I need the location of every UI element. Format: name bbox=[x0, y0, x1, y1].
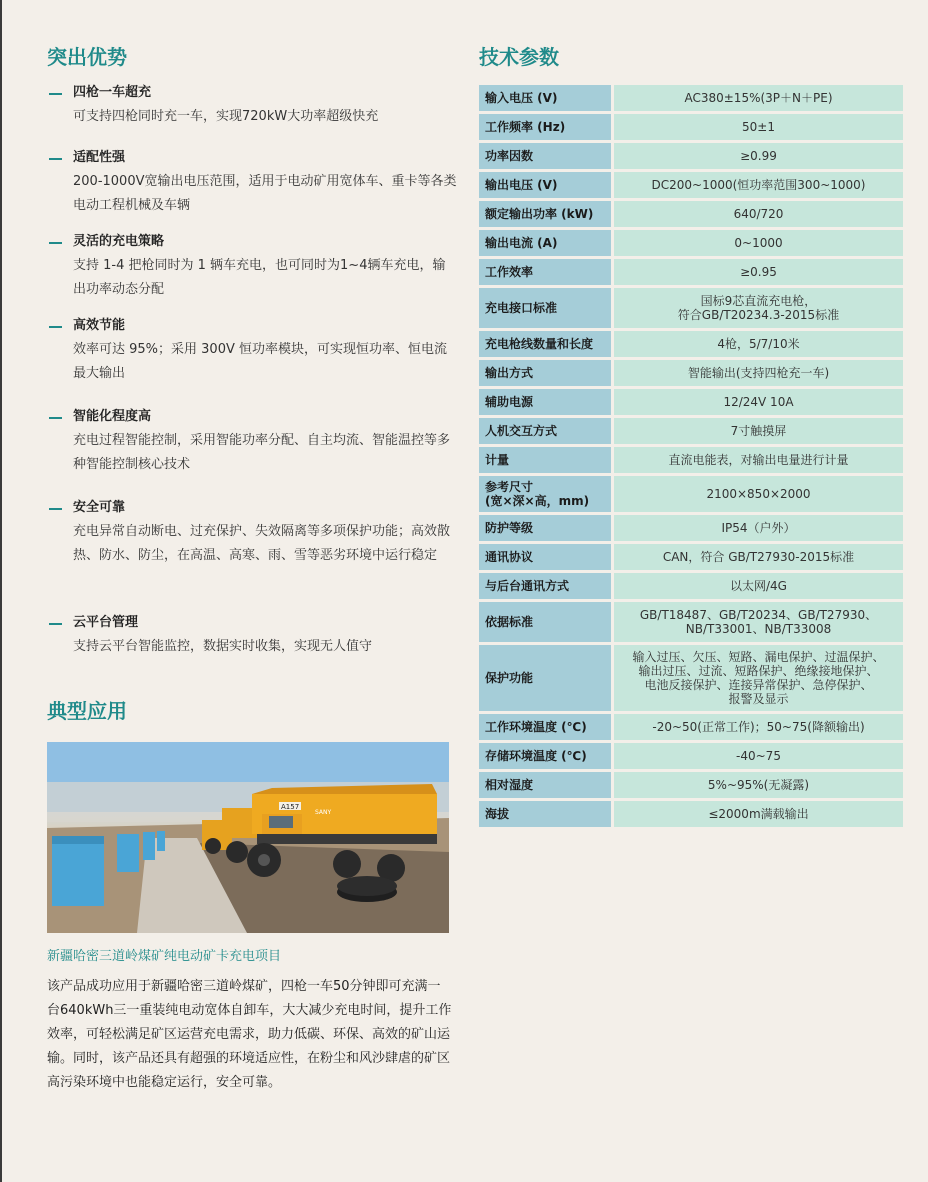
spec-key: 通讯协议 bbox=[479, 544, 614, 570]
advantages-title: 突出优势 bbox=[47, 45, 127, 69]
application-caption: 新疆哈密三道岭煤矿纯电动矿卡充电项目 bbox=[47, 949, 282, 964]
spec-key: 输出电压 (V) bbox=[479, 172, 614, 198]
spec-value: IP54（户外） bbox=[614, 515, 903, 541]
spec-value: 4枪，5/7/10米 bbox=[614, 331, 903, 357]
truck-plate-label: A157 bbox=[281, 803, 300, 811]
table-row bbox=[479, 743, 903, 769]
advantage-title: 安全可靠 bbox=[73, 500, 126, 515]
truck-brand-label: SANY bbox=[315, 809, 332, 816]
spec-key: 功率因数 bbox=[479, 143, 614, 169]
advantage-desc: 支持 1-4 把枪同时为 1 辆车充电，也可同时为1~4辆车充电，输出功率动态分配 bbox=[73, 258, 446, 297]
specs-title: 技术参数 bbox=[479, 45, 559, 69]
dash-bullet-icon bbox=[49, 326, 62, 328]
spec-value: -40~75 bbox=[614, 743, 903, 769]
table-row bbox=[479, 447, 903, 473]
spec-value: 直流电能表，对输出电量进行计量 bbox=[614, 447, 903, 473]
table-row bbox=[479, 331, 903, 357]
spec-key: 与后台通讯方式 bbox=[479, 573, 614, 599]
spec-value: CAN，符合 GB/T27930-2015标准 bbox=[614, 544, 903, 570]
advantage-desc: 200-1000V宽输出电压范围，适用于电动矿用宽体车、重卡等各类电动工程机械及车辆 bbox=[73, 174, 457, 213]
spec-value: 5%~95%(无凝露) bbox=[614, 772, 903, 798]
advantage-desc: 充电异常自动断电、过充保护、失效隔离等多项保护功能；高效散热、防水、防尘，在高温、高寒、雨、雪等恶劣环境中运行稳定 bbox=[73, 524, 451, 563]
spec-key: 充电接口标准 bbox=[479, 288, 614, 328]
table-row bbox=[479, 85, 903, 111]
spec-value: 0~1000 bbox=[614, 230, 903, 256]
spec-key: 输出电流 (A) bbox=[479, 230, 614, 256]
advantages-list bbox=[47, 82, 457, 672]
spec-key: 工作效率 bbox=[479, 259, 614, 285]
page-left-border bbox=[0, 0, 2, 1182]
spec-value: 智能输出(支持四枪充一车) bbox=[614, 360, 903, 386]
dash-bullet-icon bbox=[49, 242, 62, 244]
advantage-title: 适配性强 bbox=[73, 150, 126, 165]
specs-table bbox=[479, 82, 903, 830]
spec-key: 额定输出功率 (kW) bbox=[479, 201, 614, 227]
table-row bbox=[479, 230, 903, 256]
table-row bbox=[479, 360, 903, 386]
advantage-desc: 支持云平台智能监控，数据实时收集，实现无人值守 bbox=[73, 639, 373, 654]
table-row bbox=[479, 389, 903, 415]
advantage-item bbox=[47, 147, 457, 231]
spec-value: 2100×850×2000 bbox=[614, 476, 903, 512]
spec-value: GB/T18487、GB/T20234、GB/T27930、 NB/T33001、NB/T33008 bbox=[614, 602, 903, 642]
left-column bbox=[47, 40, 457, 1095]
advantage-title: 高效节能 bbox=[73, 318, 126, 333]
spec-value: ≥0.99 bbox=[614, 143, 903, 169]
table-row bbox=[479, 544, 903, 570]
spec-value: 50±1 bbox=[614, 114, 903, 140]
table-row bbox=[479, 515, 903, 541]
table-row bbox=[479, 418, 903, 444]
application-body: 该产品成功应用于新疆哈密三道岭煤矿，四枪一车50分钟即可充满一台640kWh三一重装纯电动宽体自卸车，大大减少充电时间，提升工作效率，可轻松满足矿区运营充电需求，助力低碳、环保、高效的矿山运输。同时，该产品还具有超强的环境适应性，在粉尘和风沙肆虐的矿区高污染环境中也能稳定运行，安全可靠。 bbox=[47, 979, 452, 1090]
advantage-desc: 可支持四枪同时充一车，实现720kW大功率超级快充 bbox=[73, 109, 379, 124]
spec-key: 计量 bbox=[479, 447, 614, 473]
spec-key: 相对湿度 bbox=[479, 772, 614, 798]
advantage-desc: 效率可达 95%；采用 300V 恒功率模块，可实现恒功率、恒电流最大输出 bbox=[73, 342, 447, 381]
advantage-desc: 充电过程智能控制，采用智能功率分配、自主均流、智能温控等多种智能控制核心技术 bbox=[73, 433, 451, 472]
dash-bullet-icon bbox=[49, 93, 62, 95]
spec-value: AC380±15%(3P＋N＋PE) bbox=[614, 85, 903, 111]
table-row bbox=[479, 172, 903, 198]
spec-value: 以太网/4G bbox=[614, 573, 903, 599]
dash-bullet-icon bbox=[49, 623, 62, 625]
spec-key: 辅助电源 bbox=[479, 389, 614, 415]
spec-value: DC200~1000(恒功率范围300~1000) bbox=[614, 172, 903, 198]
spec-value: 输入过压、欠压、短路、漏电保护、过温保护、 输出过压、过流、短路保护、绝缘接地保护、 电池反接保护、连接异常保护、急停保护、 报警及显示 bbox=[614, 645, 903, 711]
spec-key: 存储环境温度 (℃) bbox=[479, 743, 614, 769]
advantage-item bbox=[47, 231, 457, 315]
table-row bbox=[479, 645, 903, 711]
spec-value: ≤2000m满载输出 bbox=[614, 801, 903, 827]
spec-key: 输入电压 (V) bbox=[479, 85, 614, 111]
dash-bullet-icon bbox=[49, 417, 62, 419]
spec-key: 输出方式 bbox=[479, 360, 614, 386]
mining-truck-charging-photo bbox=[47, 742, 449, 933]
spec-value: -20~50(正常工作)；50~75(降额输出) bbox=[614, 714, 903, 740]
table-row bbox=[479, 114, 903, 140]
table-row bbox=[479, 714, 903, 740]
spec-key: 充电枪线数量和长度 bbox=[479, 331, 614, 357]
spec-value: ≥0.95 bbox=[614, 259, 903, 285]
spec-value: 12/24V 10A bbox=[614, 389, 903, 415]
application-title: 典型应用 bbox=[47, 699, 127, 723]
spec-key: 防护等级 bbox=[479, 515, 614, 541]
advantage-item bbox=[47, 315, 457, 406]
spec-key: 海拔 bbox=[479, 801, 614, 827]
spec-key: 依据标准 bbox=[479, 602, 614, 642]
spec-key: 人机交互方式 bbox=[479, 418, 614, 444]
advantage-item bbox=[47, 612, 457, 672]
spec-key: 保护功能 bbox=[479, 645, 614, 711]
right-column bbox=[479, 40, 903, 830]
advantage-item bbox=[47, 406, 457, 497]
table-row bbox=[479, 772, 903, 798]
table-row bbox=[479, 259, 903, 285]
advantage-item bbox=[47, 82, 457, 147]
table-row bbox=[479, 201, 903, 227]
advantage-item bbox=[47, 497, 457, 612]
table-row bbox=[479, 801, 903, 827]
spec-value: 640/720 bbox=[614, 201, 903, 227]
spec-key: 参考尺寸 (宽×深×高，mm) bbox=[479, 476, 614, 512]
table-row bbox=[479, 143, 903, 169]
dash-bullet-icon bbox=[49, 508, 62, 510]
table-row bbox=[479, 476, 903, 512]
spec-value: 7寸触摸屏 bbox=[614, 418, 903, 444]
spec-key: 工作环境温度 (℃) bbox=[479, 714, 614, 740]
spec-key: 工作频率 (Hz) bbox=[479, 114, 614, 140]
table-row bbox=[479, 573, 903, 599]
advantage-title: 云平台管理 bbox=[73, 615, 139, 630]
advantage-title: 智能化程度高 bbox=[73, 409, 152, 424]
table-row bbox=[479, 288, 903, 328]
advantage-title: 四枪一车超充 bbox=[73, 85, 152, 100]
advantage-title: 灵活的充电策略 bbox=[73, 234, 165, 249]
spec-value: 国标9芯直流充电枪， 符合GB/T20234.3-2015标准 bbox=[614, 288, 903, 328]
photo-illustration bbox=[47, 742, 449, 933]
dash-bullet-icon bbox=[49, 158, 62, 160]
table-row bbox=[479, 602, 903, 642]
